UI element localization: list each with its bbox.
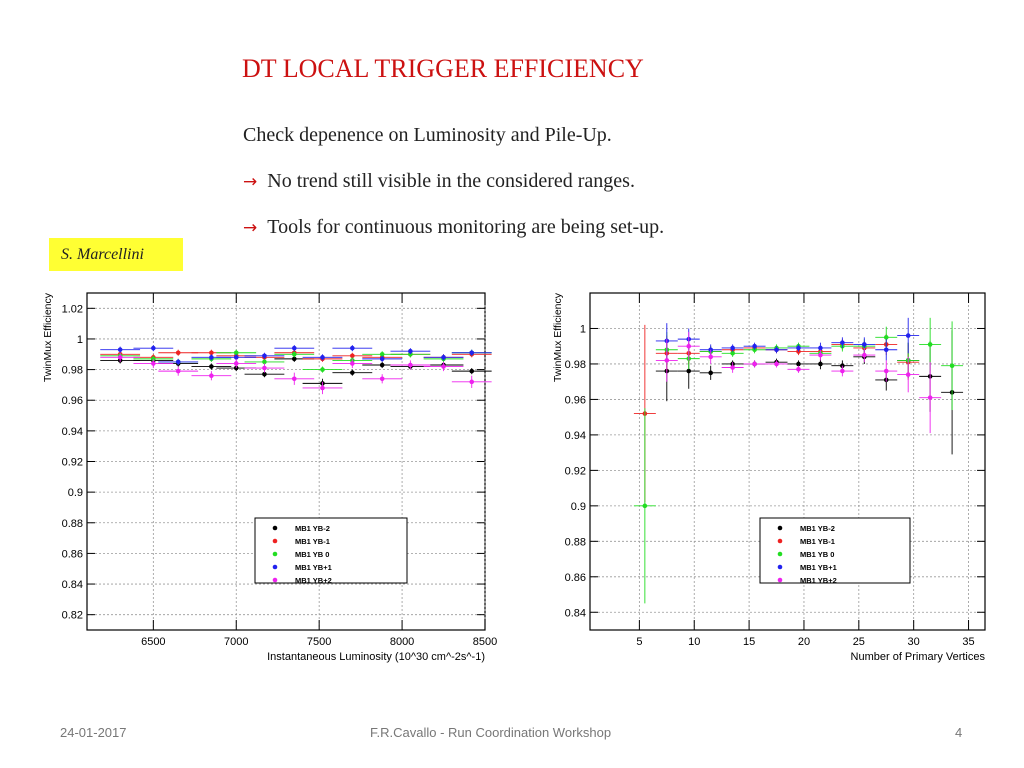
bullet-text-3: Tools for continuous monitoring are being set-up. [267, 216, 665, 238]
pv-series-4-point [818, 353, 823, 358]
lumi-series-1-point [176, 350, 181, 355]
luminosity-chart-svg [40, 285, 505, 670]
lumi-legend-label: MB1 YB+2 [295, 576, 332, 585]
pv-series-2-point [928, 342, 933, 347]
lumi-series-3-point [151, 346, 156, 351]
pv-y-tick-label: 0.96 [564, 394, 586, 407]
lumi-series-4-point [262, 366, 267, 371]
lumi-series-4-point [151, 361, 156, 366]
pv-series-4-point [686, 344, 691, 349]
bullet-line-3 [243, 214, 664, 260]
lumi-series-0-point [380, 363, 385, 368]
pv-x-tick-label: 30 [907, 636, 920, 648]
lumi-x-tick-label: 8500 [472, 636, 498, 648]
lumi-x-tick-label: 7000 [224, 636, 249, 648]
pv-series-2-point [950, 363, 955, 368]
lumi-y-tick-label: 0.9 [67, 487, 83, 500]
lumi-series-3-point [209, 355, 214, 360]
pv-series-2-point [884, 335, 889, 340]
lumi-series-4-point [380, 376, 385, 381]
pv-series-4-point [774, 362, 779, 367]
pv-y-tick-label: 0.9 [570, 500, 586, 513]
pv-series-3-point [862, 342, 867, 347]
pv-series-4-point [928, 395, 933, 400]
lumi-series-3-point [176, 360, 181, 365]
pv-x-tick-label: 20 [797, 636, 811, 648]
footer-page-number: 4 [955, 725, 963, 740]
pv-series-0-point [796, 362, 801, 367]
lumi-y-tick-label: 0.92 [61, 456, 83, 469]
pv-series-3-point [840, 340, 845, 345]
pv-series-4-point [884, 369, 889, 374]
footer-date: 24-01-2017 [60, 725, 127, 740]
pv-legend-marker [778, 565, 783, 570]
lumi-series-3-point [469, 350, 474, 355]
slide-title: DT LOCAL TRIGGER EFFICIENCY [242, 54, 644, 83]
pv-series-2-point [643, 504, 648, 509]
lumi-series-3-point [118, 347, 123, 352]
lumi-series-4-point [320, 386, 325, 391]
lumi-series-3-point [320, 355, 325, 360]
lumi-series-3-point [380, 357, 385, 362]
pv-legend-label: MB1 YB 0 [800, 550, 835, 559]
arrow-icon: → [243, 172, 258, 192]
lumi-legend-marker [273, 539, 278, 544]
pv-legend-marker [778, 539, 783, 544]
pv-y-tick-label: 0.88 [564, 536, 586, 549]
pv-legend-box [760, 518, 910, 583]
pv-series-4-point [796, 367, 801, 372]
pv-y-tick-label: 0.92 [564, 465, 586, 478]
pv-series-3-point [884, 347, 889, 352]
pv-y-tick-label: 0.86 [564, 571, 586, 584]
pv-y-tick-label: 0.98 [564, 358, 586, 371]
pv-series-2-point [730, 351, 735, 356]
pv-x-tick-label: 25 [852, 636, 865, 648]
lumi-series-3-point [262, 354, 267, 359]
pv-x-tick-label: 10 [688, 636, 701, 648]
lumi-series-4-point [176, 369, 181, 374]
pv-series-0-point [818, 362, 823, 367]
pv-series-3-point [796, 346, 801, 351]
pv-legend-label: MB1 YB-2 [800, 524, 835, 533]
lumi-legend-marker [273, 578, 278, 583]
pv-y-tick-label: 1 [579, 323, 586, 336]
pv-x-tick-label: 5 [636, 636, 643, 648]
pv-legend-label: MB1 YB+2 [800, 576, 837, 585]
pv-series-4-point [862, 353, 867, 358]
lumi-legend-label: MB1 YB 0 [295, 550, 330, 559]
lumi-series-3-point [441, 355, 446, 360]
bullet-text-1: Check depenence on Luminosity and Pile-Up. [243, 124, 612, 146]
lumi-series-0-point [350, 370, 355, 375]
pv-series-0-point [708, 371, 713, 376]
pv-series-4-point [752, 362, 757, 367]
lumi-series-2-point [292, 352, 297, 357]
pv-x-tick-label: 15 [742, 636, 756, 648]
lumi-y-tick-label: 1 [76, 333, 83, 346]
pv-series-0-point [686, 369, 691, 374]
bullet-text-2: No trend still visible in the considered ranges. [267, 170, 635, 192]
lumi-series-4-point [408, 363, 413, 368]
lumi-legend-marker [273, 526, 278, 531]
lumi-series-4-point [292, 376, 297, 381]
lumi-x-tick-label: 7500 [306, 636, 332, 648]
lumi-legend-label: MB1 YB+1 [295, 563, 332, 572]
lumi-y-tick-label: 0.98 [61, 364, 83, 377]
pv-series-4-point [708, 355, 713, 360]
pv-legend-label: MB1 YB-1 [800, 537, 835, 546]
lumi-y-tick-label: 0.94 [61, 425, 83, 438]
lumi-y-axis-title: TwinMux Efficiency [42, 293, 54, 383]
pv-series-3-point [730, 346, 735, 351]
lumi-series-3-point [292, 346, 297, 351]
lumi-series-4-point [118, 355, 123, 360]
lumi-legend-label: MB1 YB-2 [295, 524, 330, 533]
lumi-series-2-point [320, 367, 325, 372]
pv-series-3-point [818, 346, 823, 351]
lumi-series-4-point [350, 361, 355, 366]
lumi-series-4-point [469, 380, 474, 385]
lumi-legend-marker [273, 552, 278, 557]
pv-y-axis-title: TwinMux Efficiency [552, 293, 564, 383]
pv-legend-marker [778, 526, 783, 531]
lumi-series-4-point [234, 361, 239, 366]
author-label: S. Marcellini [49, 238, 183, 271]
luminosity-chart [40, 285, 505, 670]
pv-series-4-point [665, 358, 670, 363]
lumi-series-3-point [408, 349, 413, 354]
pv-y-tick-label: 0.84 [564, 607, 586, 620]
lumi-y-tick-label: 1.02 [61, 303, 83, 316]
lumi-y-tick-label: 0.84 [61, 579, 83, 592]
pv-series-4-point [906, 372, 911, 377]
pv-series-3-point [774, 347, 779, 352]
lumi-series-4-point [441, 364, 446, 369]
lumi-legend-box [255, 518, 407, 583]
lumi-series-0-point [209, 364, 214, 369]
pv-series-4-point [840, 369, 845, 374]
lumi-series-4-point [209, 373, 214, 378]
lumi-y-tick-label: 0.96 [61, 395, 83, 408]
pv-legend-marker [778, 578, 783, 583]
bullet-line-2 [243, 168, 664, 214]
lumi-legend-label: MB1 YB-1 [295, 537, 330, 546]
pv-series-3-point [752, 344, 757, 349]
pv-series-4-point [730, 365, 735, 370]
lumi-x-axis-title: Instantaneous Luminosity (10^30 cm^-2s^-1) [267, 651, 485, 663]
lumi-legend-marker [273, 565, 278, 570]
bullet-list [243, 122, 664, 260]
footer-center: F.R.Cavallo - Run Coordination Workshop [370, 725, 612, 740]
bullet-line-1 [243, 122, 664, 168]
pv-y-tick-label: 0.94 [564, 429, 586, 442]
vertices-chart-svg [550, 285, 1000, 670]
vertices-chart [550, 285, 1000, 670]
pv-series-3-point [906, 333, 911, 338]
arrow-icon: → [243, 218, 258, 238]
pv-x-axis-title: Number of Primary Vertices [850, 651, 985, 663]
pv-legend-marker [778, 552, 783, 557]
lumi-x-tick-label: 8000 [389, 636, 415, 648]
lumi-series-0-point [469, 369, 474, 374]
lumi-y-tick-label: 0.86 [61, 548, 83, 561]
lumi-series-3-point [350, 346, 355, 351]
pv-legend-label: MB1 YB+1 [800, 563, 837, 572]
pv-x-tick-label: 35 [962, 636, 975, 648]
lumi-x-tick-label: 6500 [141, 636, 166, 648]
lumi-y-tick-label: 0.88 [61, 517, 83, 530]
lumi-y-tick-label: 0.82 [61, 609, 83, 622]
